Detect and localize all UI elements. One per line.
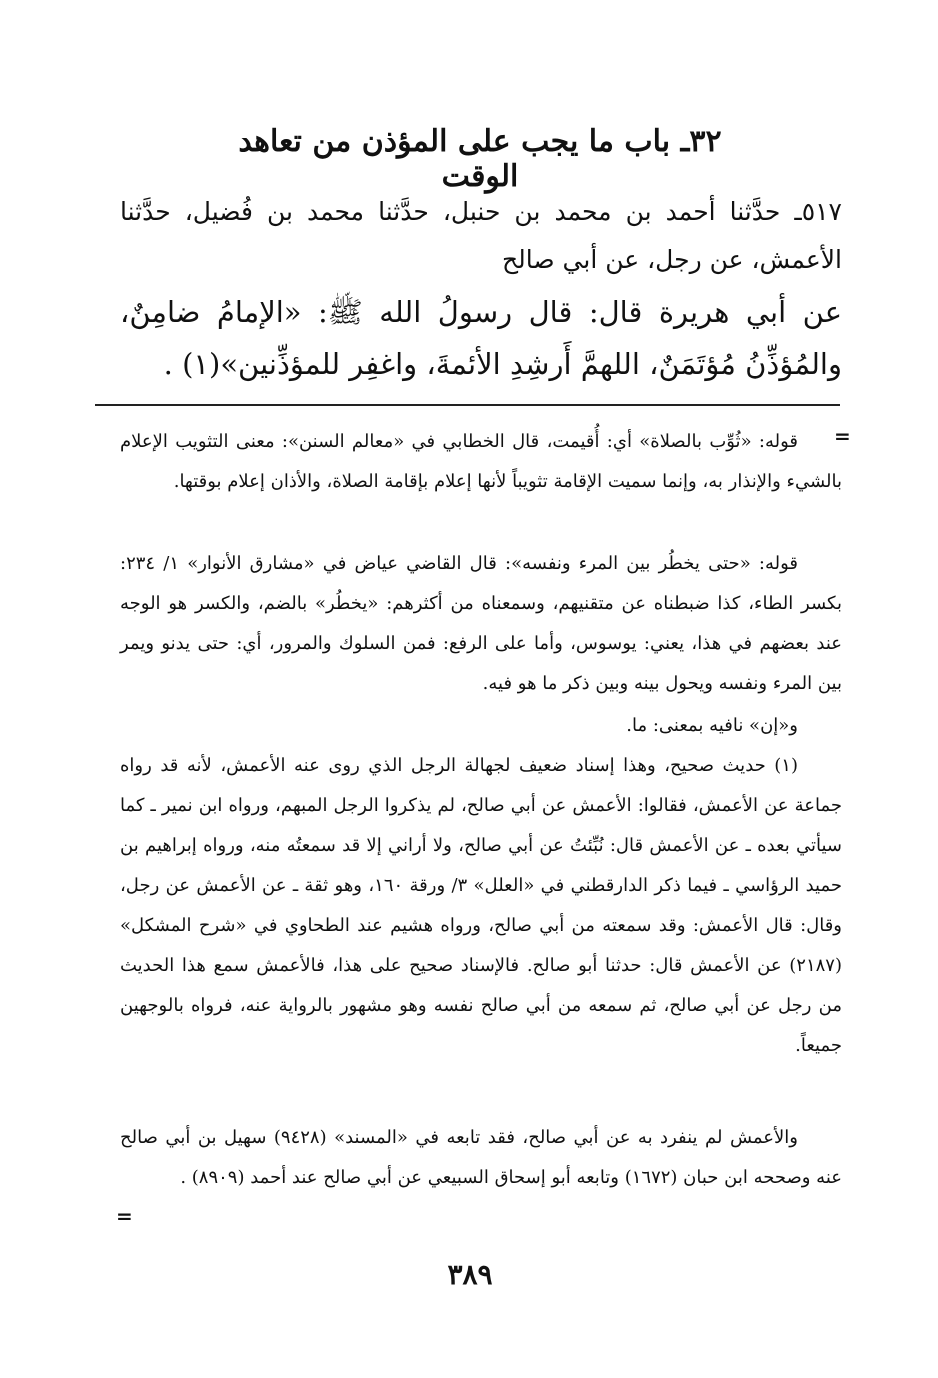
footnote-3-text: و«إن» نافيه بمعنى: ما. xyxy=(626,715,798,736)
footnote-3 xyxy=(120,706,842,746)
page-number: ٣٨٩ xyxy=(447,1258,493,1291)
footnote-5-text: والأعمش لم ينفرد به عن أبي صالح، فقد تابعه في «المسند» (٩٤٢٨) سهيل بن أبي صالح عنه وصححه ابن حبان (١٦٧٢) وتابعه أبو إسحاق السبيعي عن أبي صالح عند أحمد (٨٩٠٩) . xyxy=(120,1127,842,1188)
footnote-5 xyxy=(120,1118,842,1198)
footnote-1-text: قوله: «ثُوِّب بالصلاة» أي: أُقيمت، قال الخطابي في «معالم السنن»: معنى التثويب الإعلام بالشيء والإنذار به، وإنما سميت الإقامة تثويباً لأنها إعلام بإقامة الصلاة، والأذان إعلام بوقتها. xyxy=(120,431,842,492)
footnote-2-text: قوله: «حتى يخطُر بين المرء ونفسه»: قال القاضي عياض في «مشارق الأنوار» ١/ ٢٣٤: بكسر الطاء، كذا ضبطناه عن متقنيهم، وسمعناه من أكثرهم: «يخطُر» بالضم، والكسر هو الوجه عند بعضهم في هذا، يعني: يوسوس، وأما على الرفع: فمن السلوك والمرور، أي: حتى يدنو ويمر بين المرء ونفسه ويحول بينه وبين ذكر ما هو فيه. xyxy=(120,553,842,694)
footnote-4-text: (١) حديث صحيح، وهذا إسناد ضعيف لجهالة الرجل الذي روى عنه الأعمش، لأنه قد رواه جماعة عن الأعمش، فقالوا: الأعمش عن أبي صالح، لم يذكروا الرجل المبهم، ورواه ابن نمير ـ كما سيأتي بعده ـ عن الأعمش قال: نُبِّئتُ عن أبي صالح، ولا أراني إلا قد سمعتُه منه، ورواه إبراهيم بن حميد الرؤاسي ـ فيما ذكر الدارقطني في «العلل» ٣/ ورقة ١٦٠، وهو ثقة ـ عن الأعمش عن رجل، وقال: قال الأعمش: وقد سمعته من أبي صالح، ورواه هشيم عند الطحاوي في «شرح المشكل» (٢١٨٧) عن الأعمش قال: حدثنا أبو صالح. فالإسناد صحيح على هذا، فالأعمش سمع هذا الحديث من رجل عن أبي صالح، ثم سمعه من أبي صالح نفسه وهو مشهور بالرواية عنه، فرواه بالوجهين جميعاً. xyxy=(120,755,843,1056)
footnote-4 xyxy=(120,746,842,1066)
continuation-mark-bottom: = xyxy=(116,1204,133,1228)
footnote-1 xyxy=(120,422,842,502)
continuation-mark-top: = xyxy=(834,424,851,448)
footnote-2 xyxy=(120,544,842,704)
chapter-title: ٣٢ـ باب ما يجب على المؤذن من تعاهد الوقت xyxy=(238,124,722,194)
hadith-isnad: ٥١٧ـ حدَّثنا أحمد بن محمد بن حنبل، حدَّثنا محمد بن فُضيل، حدَّثنا الأعمش، عن رجل، عن أبي صالح xyxy=(120,197,842,274)
hadith-matn: عن أبي هريرة قال: قال رسولُ الله ﷺ: «الإمامُ ضامِنٌ، والمُؤذِّنُ مُؤتَمَنٌ، اللهمَّ أَرشِدِ الأئمةَ، واغفِر للمؤذِّنين»(١) . xyxy=(120,295,842,381)
footnote-divider xyxy=(95,404,840,406)
